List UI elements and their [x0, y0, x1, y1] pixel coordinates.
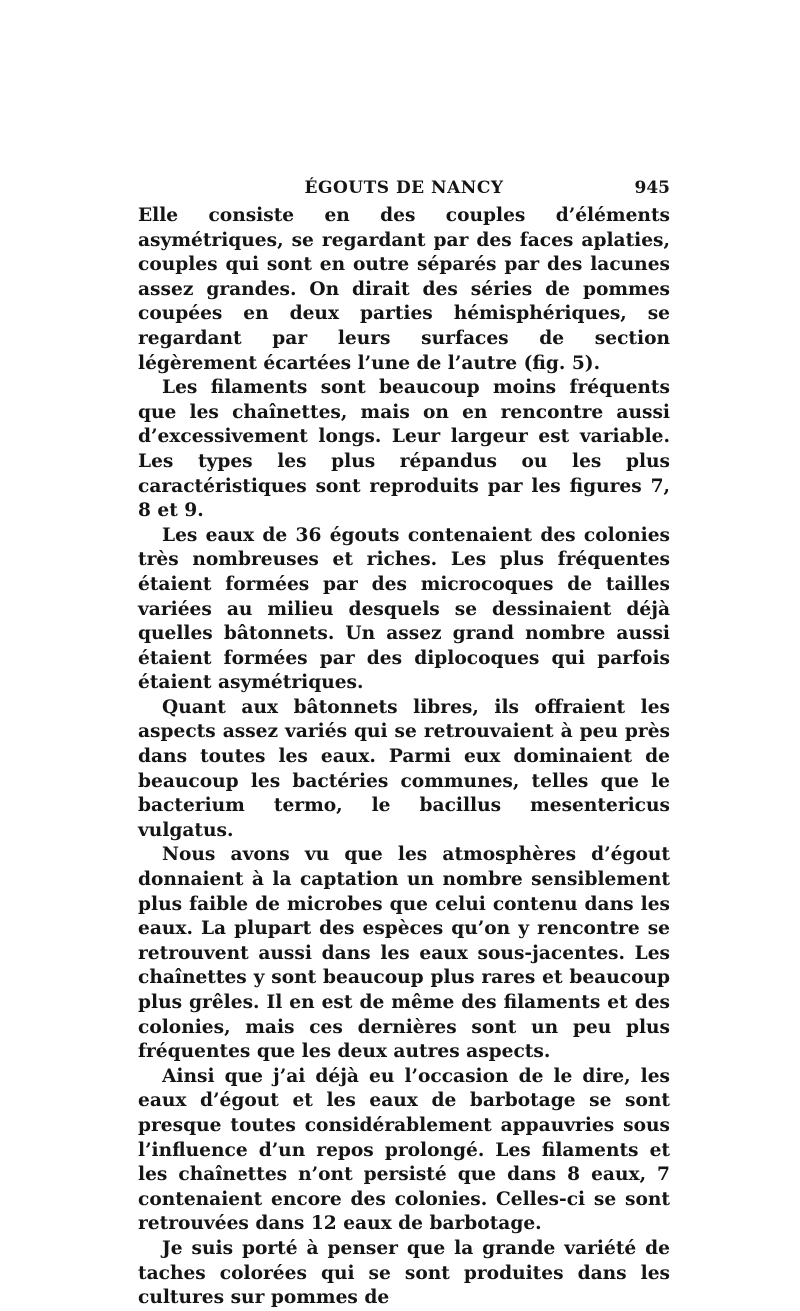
page-number: 945 — [634, 178, 670, 198]
body-text — [138, 204, 670, 1311]
book-page — [138, 178, 670, 1311]
running-title: ÉGOUTS DE NANCY — [304, 178, 504, 198]
paragraph: Les filaments sont beaucoup moins fréquents que les chaînettes, mais on en rencontre aussi d’excessivement longs. Leur largeur est variable. Les types les plus répandus ou les plus caractéristiques sont reproduits par les figures 7, 8 et 9. — [138, 377, 670, 522]
paragraph: Nous avons vu que les atmosphères d’égout donnaient à la captation un nombre sensiblement plus faible de microbes que celui contenu dans les eaux. La plupart des espèces qu’on y rencontre se retrouvent aussi dans les eaux sous-jacentes. Les chaînettes y sont beaucoup plus rares et beaucoup plus grêles. Il en est de même des filaments et des colonies, mais ces dernières sont un peu plus fréquentes que les deux autres aspects. — [138, 844, 670, 1063]
paragraph: Quant aux bâtonnets libres, ils offraient les aspects assez variés qui se retrouvaient à peu près dans toutes les eaux. Parmi eux dominaient de beaucoup les bactéries communes, telles que le bacterium termo, le bacillus mesentericus vulgatus. — [138, 696, 670, 841]
paragraph: Les eaux de 36 égouts contenaient des colonies très nombreuses et riches. Les plus fréquentes étaient formées par des microcoques de tailles variées au milieu desquels se dessinaient déjà quelles bâtonnets. Un assez grand nombre aussi étaient formées par des diplocoques qui parfois étaient asymétriques. — [138, 524, 670, 694]
paragraph: Elle consiste en des couples d’éléments asymétriques, se regardant par des faces aplaties, couples qui sont en outre séparés par des lacunes assez grandes. On dirait des séries de pommes coupées en deux parties hémisphériques, se regardant par leurs surfaces de section légèrement écartées l’une de l’autre (fig. 5). — [138, 205, 670, 374]
running-head — [138, 178, 670, 204]
paragraph: Ainsi que j’ai déjà eu l’occasion de le dire, les eaux d’égout et les eaux de barbotage se sont presque toutes considérablement appauvries sous l’influence d’un repos prolongé. Les filaments et les chaînettes n’ont persisté que dans 8 eaux, 7 contenaient encore des colonies. Celles-ci se sont retrouvées dans 12 eaux de barbotage. — [138, 1065, 670, 1235]
paragraph: Je suis porté à penser que la grande variété de taches colorées qui se sont produites dans les cultures sur pommes de — [138, 1237, 670, 1309]
